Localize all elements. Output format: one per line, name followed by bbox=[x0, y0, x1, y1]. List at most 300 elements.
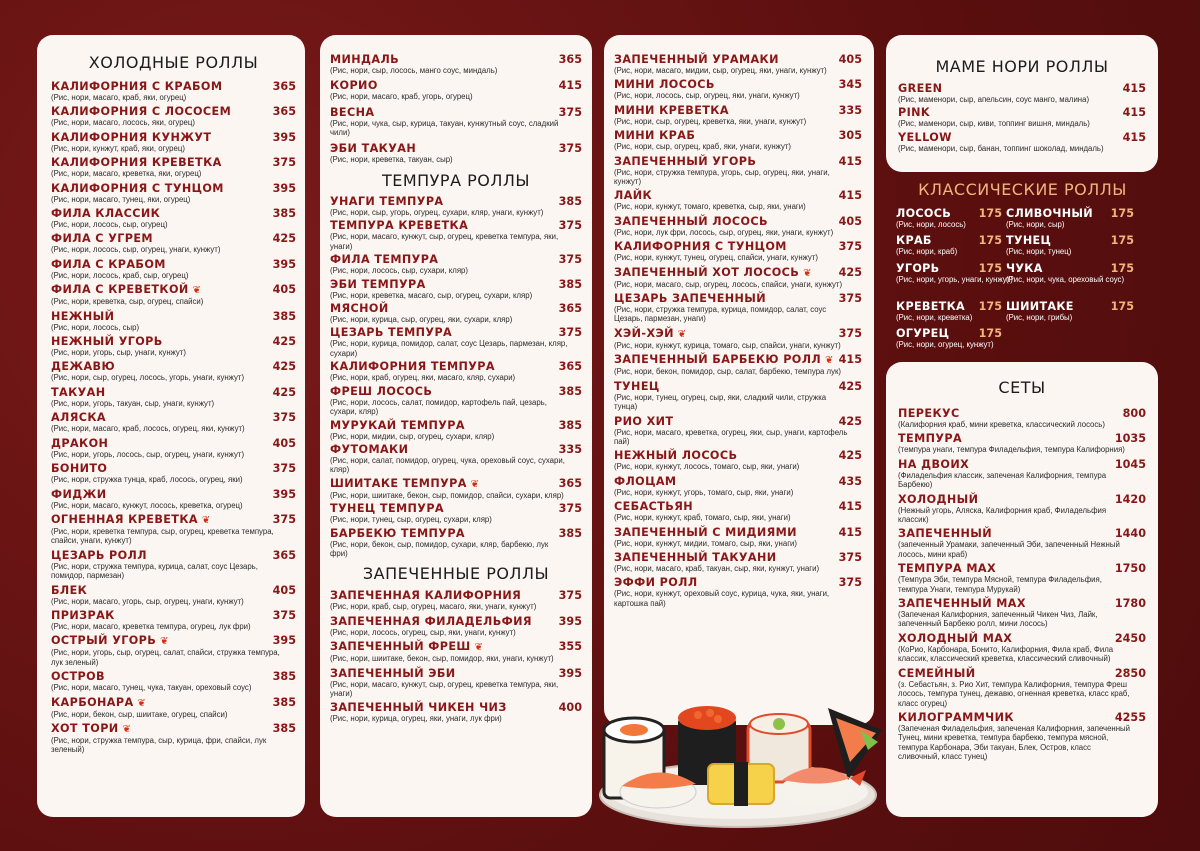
menu-item bbox=[51, 609, 296, 631]
item-price: 385 bbox=[272, 207, 296, 221]
item-name: ЗАПЕЧЕННЫЙ УГОРЬ bbox=[614, 154, 757, 168]
item-price: 415 bbox=[558, 79, 582, 93]
chili-pepper-icon: ❦ bbox=[156, 636, 169, 648]
item-price: 365 bbox=[272, 80, 296, 93]
item-description: (Рис, нори, кунжут, краб, яки, огурец) bbox=[51, 143, 185, 153]
item-name: НЕЖНЫЙ bbox=[51, 309, 115, 323]
item-description: (Рис, нори, сыр, лосось, манго соус, миндаль) bbox=[330, 66, 498, 75]
item-name: УГОРЬ bbox=[896, 262, 940, 275]
mame-nori-panel bbox=[886, 35, 1158, 172]
menu-item bbox=[614, 215, 862, 237]
item-description: (Рис, нори, масаго, кунжут, лосось, креветка, огурец) bbox=[51, 500, 243, 510]
item-description: (Рис, нори, масаго, краб, лосось, огурец, яки, кунжут) bbox=[51, 424, 245, 434]
item-description: (Рис, нори, огурец, кунжут) bbox=[896, 340, 994, 349]
item-name: ЗАПЕЧЕННЫЙ УРАМАКИ bbox=[614, 53, 779, 66]
item-price: 395 bbox=[272, 487, 296, 501]
item-price: 385 bbox=[558, 277, 582, 291]
item-name: ЗАПЕЧЕННЫЙ ЛОСОСЬ bbox=[614, 214, 768, 228]
menu-item bbox=[614, 449, 862, 471]
menu-item bbox=[330, 477, 582, 500]
menu-item bbox=[51, 310, 296, 332]
item-description: (Рис, нори, кунжут, лосось, томаго, сыр, яки, унаги) bbox=[614, 462, 800, 472]
menu-item bbox=[330, 326, 582, 358]
item-price: 1045 bbox=[1114, 457, 1146, 471]
menu-item bbox=[898, 106, 1146, 128]
chili-pepper-icon: ❦ bbox=[118, 723, 132, 735]
item-price: 385 bbox=[558, 526, 582, 540]
menu-item bbox=[898, 711, 1146, 762]
item-description: (Рис, нори, лосось, сыр) bbox=[51, 322, 140, 332]
chili-pepper-icon: ❦ bbox=[673, 328, 687, 340]
item-name: СЕБАСТЬЯН bbox=[614, 500, 693, 514]
item-description: (Рис, нори, кунжут, тунец, огурец, спайси, унаги, кунжут) bbox=[614, 253, 818, 263]
menu-item bbox=[51, 156, 296, 178]
baked-rolls-list-2 bbox=[614, 53, 862, 608]
menu-item bbox=[51, 462, 296, 484]
classic-roll-item bbox=[896, 327, 1024, 349]
item-description: (Рис, нори, стружка темпура, курица, помидор, салат, соус Цезарь, пармезан, унаги) bbox=[614, 305, 827, 324]
item-price: 375 bbox=[272, 512, 296, 526]
item-name: ТУНЕЦ bbox=[614, 379, 660, 393]
item-name: ЛОСОСЬ bbox=[896, 207, 952, 220]
item-description: (Рис, нори, сыр, огурец, краб, яки, унаги, кунжут) bbox=[614, 142, 792, 152]
menu-item bbox=[330, 615, 582, 637]
item-name: ЭБИ ТЕМПУРА bbox=[330, 277, 426, 291]
menu-item bbox=[330, 640, 582, 663]
item-description: (Рис, нори, масаго, сыр, огурец, лосось, спайси, унаги, кунжут) bbox=[614, 279, 843, 289]
item-description: (Рис, нори, лосось, сыр, огурец, унаги, кунжут) bbox=[51, 245, 221, 255]
item-name: МИНИ ЛОСОСЬ bbox=[614, 78, 715, 92]
item-name: YELLOW bbox=[898, 130, 952, 144]
item-price: 365 bbox=[558, 476, 582, 490]
item-name: ХОТ ТОРИ ❦ bbox=[51, 721, 132, 735]
item-price: 405 bbox=[272, 436, 296, 450]
item-price: 800 bbox=[1122, 407, 1146, 420]
item-name: ЗАПЕЧЕННЫЙ ФРЕШ ❦ bbox=[330, 640, 484, 654]
item-description: (Рис, нори, курица, сыр, огурец, яки, сухари, кляр) bbox=[330, 315, 513, 325]
menu-item bbox=[51, 488, 296, 510]
item-price: 175 bbox=[978, 207, 1002, 220]
item-price: 175 bbox=[978, 300, 1002, 313]
item-price: 375 bbox=[838, 576, 862, 590]
item-price: 375 bbox=[272, 462, 296, 476]
item-price: 355 bbox=[558, 640, 582, 654]
menu-item bbox=[51, 131, 296, 153]
item-description: (Рис, нори, краб, сыр, огурец, масаго, яки, унаги, кунжут) bbox=[330, 602, 537, 612]
item-price: 4255 bbox=[1114, 710, 1146, 724]
item-name: ЗАПЕЧЕННАЯ ФИЛАДЕЛЬФИЯ bbox=[330, 614, 532, 628]
item-name: ОГНЕННАЯ КРЕВЕТКА ❦ bbox=[51, 512, 211, 526]
item-description: (Рис, нори, масаго, угорь, сыр, огурец, унаги, кунжут) bbox=[51, 596, 244, 606]
menu-item bbox=[898, 432, 1146, 454]
classic-roll-item bbox=[1006, 262, 1134, 284]
item-name: НЕЖНЫЙ ЛОСОСЬ bbox=[614, 449, 738, 463]
item-price: 375 bbox=[838, 550, 862, 564]
item-name: ФЛОЦАМ bbox=[614, 474, 677, 488]
menu-item bbox=[51, 513, 296, 546]
item-price: 415 bbox=[1122, 106, 1146, 120]
item-price: 385 bbox=[558, 384, 582, 398]
item-name: УНАГИ ТЕМПУРА bbox=[330, 195, 444, 209]
mame-nori-title: МАМЕ НОРИ РОЛЛЫ bbox=[935, 57, 1109, 76]
item-description: (Рис, нори, лосось, салат, помидор, картофель пай, цезарь, сухари, кляр) bbox=[330, 397, 547, 417]
classic-roll-item bbox=[896, 262, 1024, 284]
item-description: (Рис, нори, угорь, сыр, огурец, салат, спайси, стружка темпура, лук зеленый) bbox=[51, 648, 280, 667]
item-name: ЗАПЕЧЕННЫЙ БАРБЕКЮ РОЛЛ ❦ bbox=[614, 353, 834, 367]
menu-item bbox=[614, 551, 862, 573]
menu-item bbox=[614, 266, 862, 289]
item-description: (Рис, нори, стружка темпура, сыр, курица, фри, спайси, лук зеленый) bbox=[51, 735, 267, 755]
item-name: КАЛИФОРНИЯ С КРАБОМ bbox=[51, 80, 223, 93]
item-description: (Рис, нори, кунжут, угорь, томаго, сыр, яки, унаги) bbox=[614, 487, 794, 497]
item-description: (Рис, нори, курица, огурец, яки, унаги, лук фри) bbox=[330, 714, 502, 724]
menu-item bbox=[330, 195, 582, 217]
menu-item bbox=[51, 360, 296, 382]
item-price: 395 bbox=[272, 634, 296, 648]
temaki-icon bbox=[828, 708, 882, 780]
item-price: 435 bbox=[838, 474, 862, 488]
mame-nori-list bbox=[898, 82, 1146, 153]
item-name: ДРАКОН bbox=[51, 436, 109, 450]
item-name: ЦЕЗАРЬ ТЕМПУРА bbox=[330, 326, 453, 340]
item-description: (темпура унаги, темпура Филадельфия, темпура Калифорния) bbox=[898, 445, 1125, 455]
baked-rolls-list bbox=[330, 589, 582, 723]
item-price: 400 bbox=[558, 701, 582, 715]
item-description: (Рис, нори, сыр, угорь, огурец, сухари, кляр, унаги, кунжут) bbox=[330, 208, 544, 218]
chili-pepper-icon: ❦ bbox=[470, 642, 484, 654]
menu-item bbox=[51, 634, 296, 667]
item-price: 415 bbox=[838, 353, 862, 367]
item-name: ЗАПЕЧЕННЫЙ ЧИКЕН ЧИЗ bbox=[330, 701, 507, 715]
item-description: (Рис, маменори, сыр, апельсин, соус манго, малина) bbox=[898, 95, 1090, 104]
item-name: ВЕСНА bbox=[330, 105, 375, 119]
item-price: 365 bbox=[558, 360, 582, 374]
item-price: 375 bbox=[272, 608, 296, 622]
sets-title: СЕТЫ bbox=[998, 378, 1046, 397]
menu-item bbox=[330, 701, 582, 723]
item-name: ДЕЖАВЮ bbox=[51, 360, 116, 374]
item-price: 375 bbox=[558, 219, 582, 233]
item-price: 175 bbox=[1110, 234, 1134, 247]
menu-item bbox=[614, 155, 862, 187]
item-price: 425 bbox=[272, 385, 296, 399]
menu-item bbox=[51, 437, 296, 459]
item-name: МИНИ КРАБ bbox=[614, 129, 696, 143]
cold-rolls-list bbox=[51, 80, 296, 755]
item-name: НЕЖНЫЙ УГОРЬ bbox=[51, 335, 163, 349]
item-description: (Рис, нори, кунжут, ореховый соус, курица, чука, яки, унаги, картошка пай) bbox=[614, 589, 830, 608]
item-description: (Калифорния краб, мини креветка, классический лосось) bbox=[898, 420, 1105, 429]
classic-roll-item bbox=[896, 207, 1024, 229]
item-description: (Рис, нори, угорь, такуан, сыр, унаги, кунжут) bbox=[51, 398, 215, 408]
item-description: (Рис, нори, угорь, унаги, кунжут) bbox=[896, 275, 1013, 284]
item-description: (Рис, нори, кунжут, томаго, креветка, сыр, яки, унаги) bbox=[614, 202, 806, 212]
item-description: (Рис, нори, краб, огурец, яки, масаго, кляр, сухари) bbox=[330, 373, 516, 383]
chili-pepper-icon: ❦ bbox=[188, 285, 202, 297]
item-price: 375 bbox=[838, 292, 862, 306]
menu-item bbox=[614, 78, 862, 100]
baked-rolls-panel bbox=[604, 35, 874, 725]
item-description: (Рис, нори, лосось, сыр, сухари, кляр) bbox=[330, 266, 468, 276]
item-price: 375 bbox=[558, 589, 582, 603]
item-description: (Рис, нори, сыр) bbox=[1006, 220, 1065, 229]
chili-pepper-icon: ❦ bbox=[799, 267, 812, 279]
item-name: МИНИ КРЕВЕТКА bbox=[614, 103, 729, 117]
item-name: ФИЛА С КРАБОМ bbox=[51, 257, 166, 271]
item-description: (Рис, нори, масаго, креветка, огурец, яки, сыр, унаги, картофель пай) bbox=[614, 427, 848, 446]
item-description: (Запеченая Филадельфия, запеченая Калифорния, запеченный Тунец, мини креветка, темпура барбекю, темпура мясной, темпура Карбонара, Эби такуан, Блек, Остров, класс сливочный, класс тунец) bbox=[898, 723, 1131, 762]
item-name: ФУТОМАКИ bbox=[330, 442, 409, 456]
item-description: (Рис, нори, масаго, креветка темпура, огурец, лук фри) bbox=[51, 621, 251, 631]
item-description: (Рис, нори, лосось, сыр, огурец, яки, унаги, кунжут) bbox=[614, 91, 800, 101]
item-name: КАЛИФОРНИЯ С ТУНЦОМ bbox=[51, 181, 224, 195]
item-price: 2450 bbox=[1114, 631, 1146, 645]
item-name: ТЕМПУРА bbox=[898, 432, 963, 446]
menu-item bbox=[614, 189, 862, 211]
menu-item bbox=[330, 253, 582, 275]
menu-item bbox=[330, 667, 582, 699]
item-description: (Рис, нори, креветка, такуан, сыр) bbox=[330, 154, 453, 164]
item-price: 375 bbox=[272, 411, 296, 425]
menu-item bbox=[330, 302, 582, 324]
item-name: ЭБИ ТАКУАН bbox=[330, 141, 417, 155]
menu-item bbox=[330, 589, 582, 611]
item-price: 375 bbox=[838, 326, 862, 340]
menu-item bbox=[51, 549, 296, 581]
item-description: (Рис, нори, мидии, сыр, огурец, сухари, кляр) bbox=[330, 431, 495, 441]
item-price: 415 bbox=[838, 525, 862, 539]
item-name: КАРБОНАРА ❦ bbox=[51, 695, 147, 709]
item-name: ТУНЕЦ ТЕМПУРА bbox=[330, 502, 444, 516]
tempura-panel bbox=[320, 35, 592, 817]
item-price: 175 bbox=[1110, 207, 1134, 220]
item-description: (з. Себастьян, з. Рио Хит, темпура Калифорния, темпура Фреш лосось, темпура тунец, дежавю, огненная креветка, класс краб, класс огурец) bbox=[898, 679, 1130, 708]
item-price: 395 bbox=[272, 257, 296, 271]
item-name: РИО ХИТ bbox=[614, 414, 674, 428]
item-price: 375 bbox=[272, 156, 296, 170]
item-description: (Рис, нори, кунжут, краб, томаго, сыр, яки, унаги) bbox=[614, 513, 791, 523]
item-price: 365 bbox=[272, 105, 296, 119]
item-name: СЕМЕЙНЫЙ bbox=[898, 666, 976, 680]
item-description: (Рис, нори, шиитаке, бекон, сыр, помидор, яки, унаги, кунжут) bbox=[330, 654, 554, 664]
menu-item bbox=[898, 131, 1146, 153]
item-description: (Запеченая Калифорния, запеченный Чикен Чиз, Лайк, запеченный Барбекю ролл, мини лосось) bbox=[898, 610, 1098, 629]
item-price: 405 bbox=[838, 214, 862, 228]
item-name: МУРУКАЙ ТЕМПУРА bbox=[330, 418, 465, 432]
item-price: 175 bbox=[978, 234, 1002, 247]
sets-panel bbox=[886, 362, 1158, 817]
menu-item bbox=[51, 258, 296, 280]
sets-list bbox=[898, 407, 1146, 762]
menu-item bbox=[51, 386, 296, 408]
item-price: 415 bbox=[838, 189, 862, 203]
item-description: (Рис, нори, креветка) bbox=[896, 313, 973, 322]
item-name: ЗАПЕЧЕННЫЙ С МИДИЯМИ bbox=[614, 525, 797, 539]
item-name: МЯСНОЙ bbox=[330, 302, 389, 316]
menu-item bbox=[898, 527, 1146, 559]
classic-roll-item bbox=[896, 234, 1024, 256]
item-name: ЗАПЕЧЕННЫЙ MAX bbox=[898, 597, 1026, 611]
item-price: 375 bbox=[558, 502, 582, 516]
item-price: 385 bbox=[272, 721, 296, 735]
item-description: (Рис, нори, шиитаке, бекон, сыр, помидор, спайси, сухари, кляр) bbox=[330, 490, 564, 500]
item-description: (запеченный Урамаки, запеченный Эби, запеченный Нежный лосось, мини краб) bbox=[898, 540, 1120, 559]
item-description: (Рис, нори, бекон, сыр, помидор, сухари, кляр, барбекю, лук фри) bbox=[330, 539, 549, 558]
item-name: ФИЛА С КРЕВЕТКОЙ ❦ bbox=[51, 283, 202, 297]
menu-item bbox=[330, 443, 582, 475]
item-price: 365 bbox=[558, 53, 582, 66]
item-name: ФИЛА С УГРЕМ bbox=[51, 232, 153, 246]
item-description: (Рис, нори, лосось, краб, сыр, огурец) bbox=[51, 270, 189, 280]
item-name: ЗАПЕЧЕННЫЙ ТАКУАНИ bbox=[614, 550, 777, 564]
item-name: КРЕВЕТКА bbox=[896, 300, 965, 313]
item-description: (Рис, нори, угорь, лосось, сыр, огурец, унаги, кунжут) bbox=[51, 449, 245, 459]
item-description: (Рис, нори, масаго, кунжут, сыр, огурец, креветка темпура, яки, унаги) bbox=[330, 679, 559, 698]
sushi-platter-illustration bbox=[598, 700, 888, 830]
item-price: 425 bbox=[272, 360, 296, 374]
item-description: (Рис, нори, сыр, огурец, лосось, угорь, унаги, кунжут) bbox=[51, 373, 245, 383]
chili-pepper-icon: ❦ bbox=[197, 514, 211, 526]
menu-item bbox=[330, 527, 582, 559]
menu-item bbox=[898, 458, 1146, 490]
item-name: ОСТРЫЙ УГОРЬ ❦ bbox=[51, 634, 169, 648]
menu-item bbox=[898, 632, 1146, 664]
item-price: 405 bbox=[838, 53, 862, 66]
menu-item bbox=[614, 240, 862, 262]
item-price: 335 bbox=[838, 103, 862, 117]
item-name: КАЛИФОРНИЯ КРЕВЕТКА bbox=[51, 156, 222, 170]
menu-item bbox=[330, 219, 582, 251]
item-description: (Рис, нори, бекон, сыр, шиитаке, огурец, спайси) bbox=[51, 709, 228, 719]
menu-item bbox=[898, 597, 1146, 629]
item-description: (Рис, нори, масаго, тунец, чука, такуан, ореховый соус) bbox=[51, 683, 252, 693]
item-name: ФРЕШ ЛОСОСЬ bbox=[330, 384, 433, 398]
item-name: КАЛИФОРНИЯ ТЕМПУРА bbox=[330, 360, 495, 374]
item-description: (Рис, нори, масаго, краб, такуан, сыр, яки, кунжут, унаги) bbox=[614, 563, 820, 573]
item-description: (Рис, нори, сыр, огурец, креветка, яки, унаги, кунжут) bbox=[614, 116, 807, 126]
item-description: (Рис, нори, кунжут, мидии, томаго, сыр, яки, унаги) bbox=[614, 538, 797, 548]
rolls-list-top bbox=[330, 53, 582, 164]
menu-item bbox=[51, 670, 296, 692]
item-description: (Рис, маменори, сыр, киви, топпинг вишня, миндаль) bbox=[898, 119, 1090, 129]
menu-item bbox=[51, 696, 296, 719]
menu-item bbox=[614, 475, 862, 497]
item-name: КАЛИФОРНИЯ КУНЖУТ bbox=[51, 130, 212, 144]
tempura-rolls-list bbox=[330, 195, 582, 558]
menu-item bbox=[51, 80, 296, 102]
menu-item bbox=[898, 493, 1146, 525]
item-price: 385 bbox=[272, 695, 296, 709]
item-description: (Рис, нори, креветка, сыр, огурец, спайси) bbox=[51, 297, 204, 307]
item-name: ЗАПЕЧЕННАЯ КАЛИФОРНИЯ bbox=[330, 589, 522, 603]
item-description: (Рис, нори, масаго, лосось, яки, огурец) bbox=[51, 118, 195, 128]
item-price: 405 bbox=[272, 283, 296, 297]
item-price: 385 bbox=[558, 418, 582, 432]
item-price: 365 bbox=[558, 302, 582, 316]
item-name: ЦЕЗАРЬ ЗАПЕЧЕННЫЙ bbox=[614, 292, 767, 306]
item-description: (Рис, нори, бекон, помидор, сыр, салат, барбекю, темпура лук) bbox=[614, 367, 841, 377]
item-name: БАРБЕКЮ ТЕМПУРА bbox=[330, 526, 465, 540]
item-price: 335 bbox=[558, 442, 582, 456]
item-description: (Рис, нори, тунец) bbox=[1006, 247, 1072, 256]
menu-item bbox=[898, 562, 1146, 594]
item-description: (Рис, нори, лук фри, лосось, сыр, огурец, яки, унаги, кунжут) bbox=[614, 227, 834, 237]
item-name: МИНДАЛЬ bbox=[330, 53, 400, 66]
item-price: 375 bbox=[558, 326, 582, 340]
item-description: (Рис, нори, лосось, сыр, огурец) bbox=[51, 220, 168, 230]
item-price: 425 bbox=[838, 265, 862, 279]
item-name: GREEN bbox=[898, 82, 943, 95]
menu-item bbox=[614, 415, 862, 447]
chili-pepper-icon: ❦ bbox=[133, 697, 147, 709]
item-name: ЛАЙК bbox=[614, 189, 653, 203]
classic-roll-item bbox=[896, 300, 1024, 322]
classic-roll-item bbox=[1006, 234, 1134, 256]
item-name: ХЭЙ-ХЭЙ ❦ bbox=[614, 326, 687, 340]
item-price: 415 bbox=[838, 500, 862, 514]
item-description: (Рис, нори, грибы) bbox=[1006, 313, 1073, 322]
item-name: ШИИТАКЕ ТЕМПУРА ❦ bbox=[330, 476, 480, 490]
item-name: ПЕРЕКУС bbox=[898, 407, 960, 420]
item-name: ПРИЗРАК bbox=[51, 608, 115, 622]
item-price: 385 bbox=[272, 670, 296, 684]
item-name: ШИИТАКЕ bbox=[1006, 300, 1074, 313]
menu-item bbox=[330, 502, 582, 524]
item-price: 1750 bbox=[1114, 562, 1146, 576]
item-name: PINK bbox=[898, 106, 930, 120]
item-price: 385 bbox=[558, 195, 582, 209]
item-price: 425 bbox=[838, 414, 862, 428]
item-name: КРАБ bbox=[896, 234, 932, 247]
menu-item bbox=[330, 360, 582, 382]
cold-rolls-title: ХОЛОДНЫЕ РОЛЛЫ bbox=[88, 53, 259, 72]
item-description: (Рис, нори, стружка тунца, краб, лосось, огурец, яки) bbox=[51, 475, 243, 485]
item-price: 395 bbox=[558, 614, 582, 628]
item-name: ЗАПЕЧЕННЫЙ ЭБИ bbox=[330, 666, 456, 680]
tempura-rolls-title: ТЕМПУРА РОЛЛЫ bbox=[381, 171, 531, 191]
menu-item bbox=[614, 526, 862, 548]
menu-item bbox=[51, 207, 296, 229]
classic-roll-item bbox=[1006, 300, 1134, 322]
item-name: ОГУРЕЦ bbox=[896, 327, 950, 340]
item-description: (Темпура Эби, темпура Мясной, темпура Филадельфия, темпура Унаги, темпура Мурукай) bbox=[898, 575, 1102, 594]
item-price: 175 bbox=[978, 327, 1002, 340]
item-price: 1420 bbox=[1114, 492, 1146, 506]
item-price: 385 bbox=[272, 309, 296, 323]
menu-item bbox=[330, 278, 582, 300]
item-price: 395 bbox=[272, 181, 296, 195]
item-name: КАЛИФОРНИЯ С ЛОСОСЕМ bbox=[51, 105, 232, 119]
item-description: (Рис, нори, угорь, сыр, унаги, кунжут) bbox=[51, 348, 187, 358]
item-name: ЗАПЕЧЕННЫЙ bbox=[898, 527, 992, 541]
item-price: 395 bbox=[558, 666, 582, 680]
menu-item bbox=[614, 327, 862, 350]
baked-rolls-title: ЗАПЕЧЕННЫЕ РОЛЛЫ bbox=[362, 564, 550, 584]
item-price: 175 bbox=[1110, 262, 1134, 275]
item-description: (Рис, нори, креветка темпура, сыр, огурец, креветка темпура, спайси, унаги, кунжут) bbox=[51, 526, 274, 546]
item-description: (Рис, нори, салат, помидор, огурец, чука, ореховый соус, сухари, кляр) bbox=[330, 455, 565, 475]
item-name: НА ДВОИХ bbox=[898, 457, 970, 471]
item-description: (Рис, нори, масаго, мидии, сыр, огурец, яки, унаги, кунжут) bbox=[614, 66, 827, 75]
menu-item bbox=[51, 722, 296, 755]
item-description: (Филадельфия классик, запеченая Калифорния, темпура Барбекю) bbox=[898, 470, 1107, 490]
item-name: ЦЕЗАРЬ РОЛЛ bbox=[51, 548, 147, 562]
item-name: КИЛОГРАММЧИК bbox=[898, 710, 1014, 724]
item-name: ФИДЖИ bbox=[51, 487, 107, 501]
menu-item bbox=[51, 283, 296, 306]
item-name: ФИЛА КЛАССИК bbox=[51, 207, 161, 221]
menu-item bbox=[51, 232, 296, 254]
